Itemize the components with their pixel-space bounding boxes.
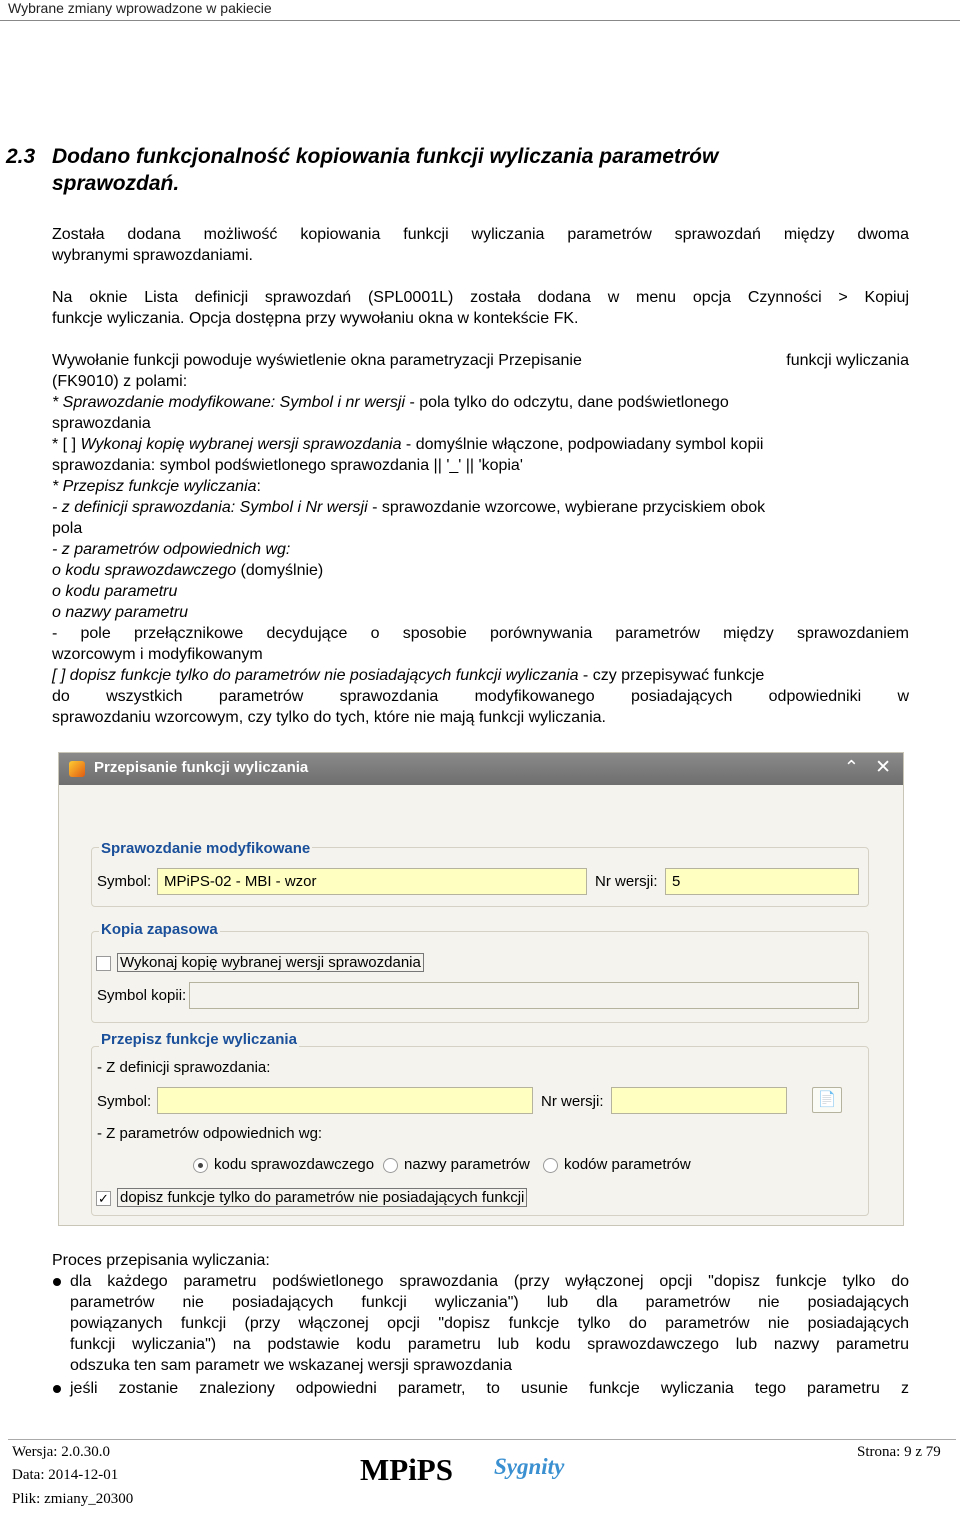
close-icon[interactable]: ✕ [875, 757, 891, 778]
sub-label-parameters: - Z parametrów odpowiednich wg: [97, 1125, 323, 1142]
bullet [53, 1385, 61, 1393]
footer-date: Data: 2014-12-01 [12, 1467, 119, 1483]
paragraph-line: o kodu parametru [52, 583, 178, 600]
version-field[interactable]: 5 [665, 868, 859, 895]
text-fragment: Wykonaj kopię wybranej wersji sprawozdania [80, 436, 402, 453]
text-fragment: * Przepisz funkcje wyliczania [52, 478, 257, 495]
paragraph-line: dla każdego parametru podświetlonego sprawozdania (przy wyłączonej opcji "dopisz funkcje tylko do [70, 1273, 909, 1290]
footer-page: Strona: 9 z 79 [857, 1444, 941, 1460]
text-fragment: - pola tylko do odczytu, dane podświetlonego [405, 394, 729, 411]
paragraph-line: funkcje wyliczania. Opcja dostępna przy wywołaniu okna w kontekście FK. [52, 310, 579, 327]
dialog-przepisanie [58, 752, 904, 1226]
paragraph-line: wybranymi sprawozdaniami. [52, 247, 253, 264]
paragraph-line: funkcji wyliczania") na podstawie kodu parametru lub kodu sprawozdawczego lub nazwy parametru [70, 1336, 909, 1353]
paragraph-line: Została dodana możliwość kopiowania funkcji wyliczania parametrów sprawozdań między dwoma [52, 226, 909, 243]
section-number: 2.3 [6, 145, 36, 168]
paragraph-line: o nazwy parametru [52, 604, 189, 621]
copy-symbol-field[interactable] [189, 982, 859, 1009]
version-label: Nr wersji: [595, 873, 658, 890]
group-label: Sprawozdanie modyfikowane [101, 840, 311, 857]
paragraph-line: pola [52, 520, 83, 537]
source-version-label: Nr wersji: [541, 1093, 604, 1110]
sub-label-definition: - Z definicji sprawozdania: [97, 1059, 271, 1076]
process-bullet-1 [70, 1271, 909, 1376]
paragraph-line [52, 392, 909, 413]
footer-divider [8, 1439, 956, 1440]
radio-kodow-parametrow[interactable] [543, 1158, 558, 1173]
paragraph-line: (FK9010) z polami: [52, 373, 188, 390]
append-only-checkbox[interactable]: ✓ [96, 1191, 111, 1206]
source-version-field[interactable] [611, 1087, 787, 1114]
collapse-icon[interactable]: ⌃ [843, 757, 859, 777]
process-bullet-2 [70, 1378, 909, 1399]
paragraph-line: sprawozdania [52, 415, 151, 432]
text-fragment: - sprawozdanie wzorcowe, wybierane przyciskiem obok [367, 499, 766, 516]
copy-symbol-label: Symbol kopii: [97, 987, 187, 1004]
section-title-line2: sprawozdań. [52, 172, 180, 195]
radio-kod-sprawozdawczy[interactable] [193, 1158, 208, 1173]
text-fragment: [ ] dopisz funkcje tylko do parametrów nie posiadających funkcji wyliczania [52, 667, 579, 684]
paragraph-line [52, 350, 909, 371]
backup-checkbox-label[interactable]: Wykonaj kopię wybranej wersji sprawozdania [117, 953, 424, 972]
symbol-field[interactable]: MPiPS-02 - MBI - wzor [157, 868, 587, 895]
process-heading: Proces przepisania wyliczania: [52, 1252, 270, 1269]
paragraph-line [52, 665, 909, 686]
paragraph-3 [52, 350, 909, 728]
paragraph-line: - z parametrów odpowiednich wg: [52, 541, 291, 558]
sygnity-logo: Sygnity [494, 1454, 565, 1479]
radio-label[interactable]: kodu sprawozdawczego [214, 1156, 375, 1173]
source-symbol-field[interactable] [157, 1087, 533, 1114]
bullet [53, 1278, 61, 1286]
radio-nazwy-parametrow[interactable] [383, 1158, 398, 1173]
paragraph-line: Na oknie Lista definicji sprawozdań (SPL0001L) została dodana w menu opcja Czynności > Kopiuj [52, 289, 909, 306]
paragraph-line: do wszystkich parametrów sprawozdania modyfikowanego posiadających odpowiedniki w [52, 688, 909, 705]
dialog-titlebar [59, 753, 903, 785]
document-icon: 📄 [817, 1091, 837, 1108]
paragraph-line [52, 434, 909, 455]
radio-selected-dot [198, 1163, 203, 1168]
dialog-title: Przepisanie funkcji wyliczania [94, 759, 309, 776]
source-symbol-label: Symbol: [97, 1093, 152, 1110]
text-fragment: * [ ] [52, 436, 81, 453]
section-title-line1: Dodano funkcjonalność kopiowania funkcji wyliczania parametrów [52, 145, 719, 168]
app-icon [69, 761, 85, 777]
paragraph-line: powiązanych funkcji (przy włączonej opcji "dopisz funkcje tylko do parametrów nie posiadających [70, 1315, 909, 1332]
text-fragment: - domyślnie włączone, podpowiadany symbol kopii [401, 436, 764, 453]
text-fragment: Wywołanie funkcji powoduje wyświetlenie okna parametryzacji Przepisanie [52, 352, 582, 369]
paragraph-line: sprawozdaniu wzorcowym, czy tylko do tych, które nie mają funkcji wyliczania. [52, 709, 606, 726]
paragraph-line [52, 476, 909, 497]
lookup-button[interactable] [812, 1087, 842, 1113]
paragraph-line: - pole przełącznikowe decydujące o sposobie porównywania parametrów między sprawozdaniem [52, 625, 909, 642]
group-kopia-zapasowa [91, 931, 869, 1023]
footer-file: Plik: zmiany_20300 [12, 1491, 134, 1507]
text-fragment: - czy przepisywać funkcje [578, 667, 765, 684]
text-fragment: * Sprawozdanie modyfikowane: Symbol i nr wersji [52, 394, 406, 411]
append-only-label[interactable]: dopisz funkcje tylko do parametrów nie posiadających funkcji [117, 1188, 527, 1207]
text-fragment: o kodu sprawozdawczego [52, 562, 237, 579]
text-fragment: funkcji wyliczania [786, 352, 909, 369]
text-fragment: (domyślnie) [236, 562, 324, 579]
paragraph-line: jeśli zostanie znaleziony odpowiedni parametr, to usunie funkcje wyliczania tego parametru z [70, 1380, 909, 1397]
paragraph-line: sprawozdania: symbol podświetlonego sprawozdania || '_' || 'kopia' [52, 457, 523, 474]
paragraph-line: wzorcowym i modyfikowanym [52, 646, 263, 663]
running-header: Wybrane zmiany wprowadzone w pakiecie [8, 0, 272, 16]
paragraph-line [52, 560, 909, 581]
symbol-label: Symbol: [97, 873, 152, 890]
text-fragment: : [256, 478, 261, 495]
mpips-logo: MPiPS [360, 1452, 453, 1487]
header-divider [0, 20, 960, 21]
paragraph-1 [52, 224, 909, 266]
text-fragment: - z definicji sprawozdania: Symbol i Nr wersji [52, 499, 368, 516]
backup-checkbox[interactable] [96, 956, 111, 971]
paragraph-line: parametrów nie posiadających funkcji wyliczania") lub dla parametrów nie posiadających [70, 1294, 909, 1311]
radio-label[interactable]: nazwy parametrów [404, 1156, 530, 1173]
paragraph-line: odszuka ten sam parametr we wskazanej wersji sprawozdania [70, 1357, 512, 1374]
paragraph-line [52, 497, 909, 518]
radio-label[interactable]: kodów parametrów [564, 1156, 691, 1173]
paragraph-2 [52, 287, 909, 329]
group-label: Kopia zapasowa [101, 921, 218, 938]
group-label: Przepisz funkcje wyliczania [101, 1031, 297, 1048]
footer-version: Wersja: 2.0.30.0 [12, 1444, 110, 1460]
